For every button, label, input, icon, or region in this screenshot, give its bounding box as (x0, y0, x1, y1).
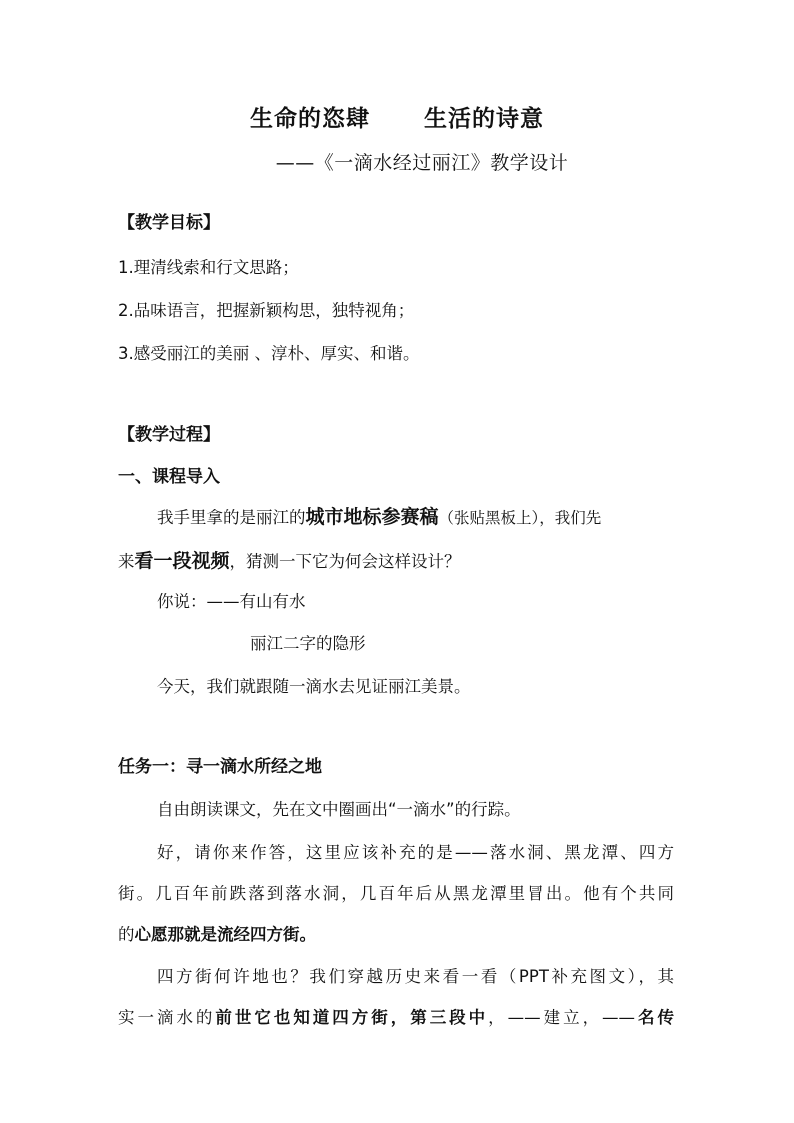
section1-paragraph-line-1 (157, 502, 601, 529)
emphasis-text: 看一段视频 (134, 550, 230, 572)
process-heading: 【教学过程】 (118, 425, 220, 445)
text-run: 的 (118, 925, 135, 944)
goal-item-1: 1.理清线索和行文思路； (118, 258, 299, 277)
goals-heading: 【教学目标】 (118, 213, 220, 233)
section1-line-3: 你说：——有山有水 (157, 592, 306, 611)
text-run: ，猜测一下它为何会这样设计？ (229, 552, 461, 571)
task1-line-6 (118, 1004, 674, 1028)
text-run: 来 (118, 552, 135, 571)
emphasis-text: 名传 (635, 1008, 675, 1027)
section1-heading: 一、课程导入 (118, 467, 220, 487)
goal-item-3: 3.感受丽江的美丽 、淳朴、厚实、和谐。 (118, 344, 420, 363)
text-run: 实一滴水的 (118, 1008, 216, 1027)
task1-heading: 任务一：寻一滴水所经之地 (118, 757, 322, 777)
task1-line-2: 好，请你来作答，这里应该补充的是——落水洞、黑龙潭、四方 (157, 843, 674, 862)
section1-paragraph-line-2 (118, 546, 461, 573)
emphasis-text: 心愿那就是流经四方街。 (134, 925, 316, 944)
text-run: ，——建立，—— (488, 1008, 636, 1027)
task1-line-1: 自由朗读课文，先在文中圈画出“一滴水”的行踪。 (157, 800, 521, 819)
page-title: 生命的恣肆 生活的诗意 (249, 106, 545, 132)
task1-line-4 (118, 921, 316, 945)
task1-line-3: 街。几百年前跌落到落水洞，几百年后从黑龙潭里冒出。他有个共同 (118, 884, 674, 903)
task1-line-5: 四方街何许地也？我们穿越历史来看一看（PPT补充图文），其 (157, 967, 674, 986)
emphasis-text: 前世它也知道四方街，第三段中 (215, 1008, 489, 1027)
emphasis-text: 城市地标参赛稿 (305, 506, 439, 528)
text-run: （张贴黑板上），我们先 (438, 509, 602, 527)
goal-item-2: 2.品味语言，把握新颖构思，独特视角； (118, 301, 415, 320)
page-subtitle: ——《一滴水经过丽江》教学设计 (275, 152, 569, 174)
section1-line-4: 丽江二字的隐形 (250, 634, 366, 653)
section1-line-5: 今天，我们就跟随一滴水去见证丽江美景。 (157, 677, 471, 696)
text-run: 我手里拿的是丽江的 (157, 508, 306, 527)
